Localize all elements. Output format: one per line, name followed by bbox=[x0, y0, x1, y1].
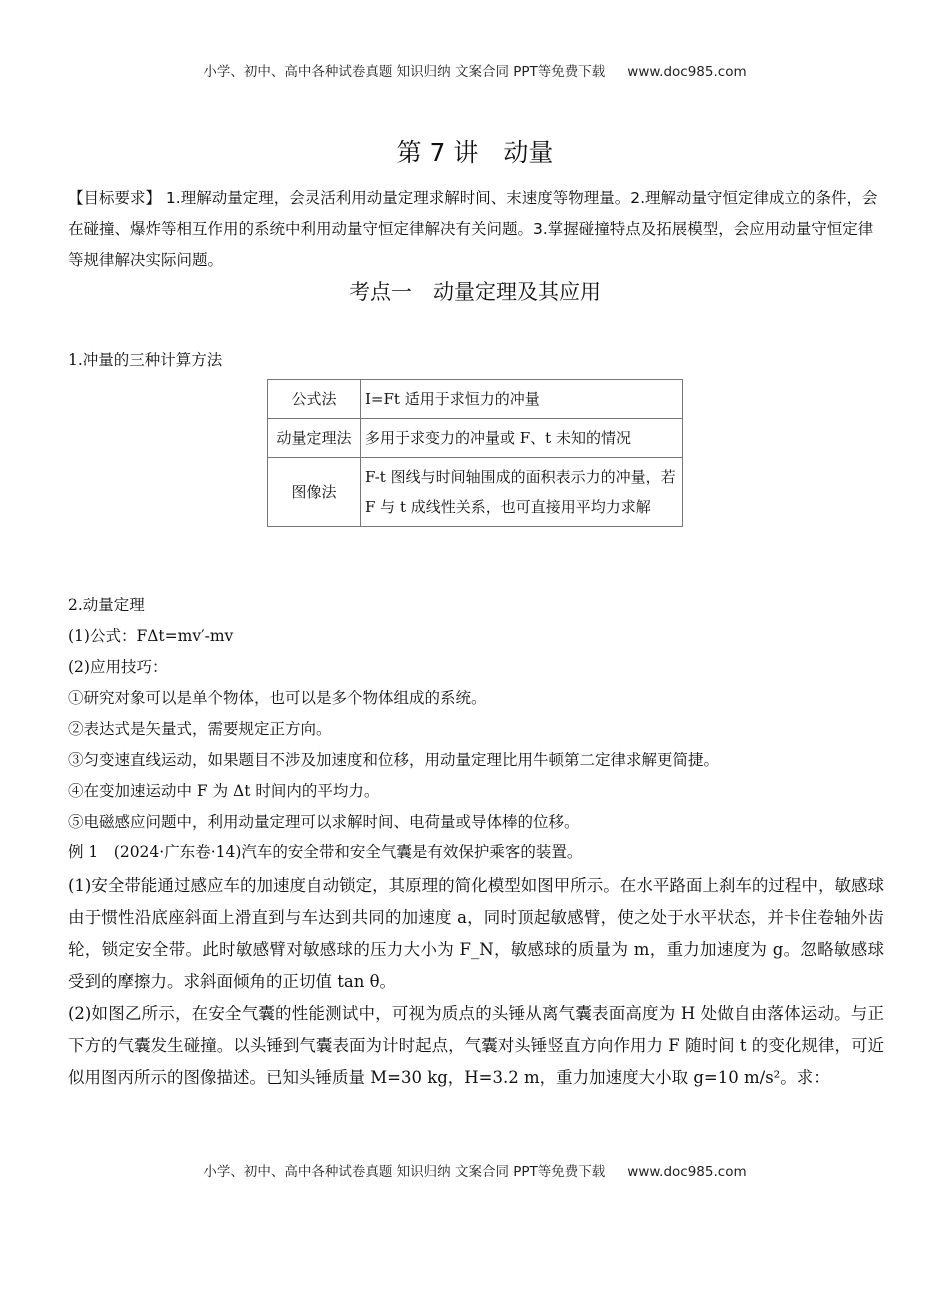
table-value: F-t 图线与时间轴围成的面积表示力的冲量，若 F 与 t 成线性关系，也可直接用平均力求解 bbox=[361, 458, 683, 527]
table-value: I=Ft 适用于求恒力的冲量 bbox=[361, 380, 683, 419]
tip-item: ③匀变速直线运动，如果题目不涉及加速度和位移，用动量定理比用牛顿第二定律求解更简捷。 bbox=[68, 751, 720, 769]
example-body bbox=[68, 870, 884, 1094]
footer-text: 小学、初中、高中各种试卷真题 知识归纳 文案合同 PPT等免费下载 bbox=[203, 1164, 606, 1180]
table-row bbox=[268, 419, 683, 458]
tip-item: ④在变加速运动中 F 为 Δt 时间内的平均力。 bbox=[68, 782, 380, 800]
page-footer bbox=[0, 1160, 950, 1180]
header-text: 小学、初中、高中各种试卷真题 知识归纳 文案合同 PPT等免费下载 bbox=[203, 64, 606, 80]
subsection-1-title: 1.冲量的三种计算方法 bbox=[68, 351, 223, 369]
table-row bbox=[268, 380, 683, 419]
formula-line: (1)公式：FΔt=mv′-mv bbox=[68, 627, 234, 645]
objectives-paragraph: 【目标要求】 1.理解动量定理，会灵活利用动量定理求解时间、末速度等物理量。2.理解动量守恒定律成立的条件，会在碰撞、爆炸等相互作用的系统中利用动量守恒定律解决有关问题。3.掌握碰撞特点及拓展模型，会应用动量守恒定律等规律解决实际问题。 bbox=[68, 189, 878, 269]
tip-item: ⑤电磁感应问题中，利用动量定理可以求解时间、电荷量或导体棒的位移。 bbox=[68, 813, 580, 831]
table-key: 公式法 bbox=[268, 380, 361, 419]
example-heading: 例 1 (2024·广东卷·14)汽车的安全带和安全气囊是有效保护乘客的装置。 bbox=[68, 843, 583, 861]
table-value: 多用于求变力的冲量或 F、t 未知的情况 bbox=[361, 419, 683, 458]
page-header bbox=[0, 60, 950, 80]
table-key: 动量定理法 bbox=[268, 419, 361, 458]
example-part-1: (1)安全带能通过感应车的加速度自动锁定，其原理的简化模型如图甲所示。在水平路面上刹车的过程中，敏感球由于惯性沿底座斜面上滑直到与车达到共同的加速度 a，同时顶起敏感臂，使之处于水平状态，并卡住卷轴外齿轮，锁定安全带。此时敏感臂对敏感球的压力大小为 F_N，敏感球的质量为 m，重力加速度为 g。忽略敏感球受到的摩擦力。求斜面倾角的正切值 tan θ。 bbox=[68, 876, 884, 991]
impulse-methods-table bbox=[267, 379, 683, 527]
table-row bbox=[268, 458, 683, 527]
tip-item: ②表达式是矢量式，需要规定正方向。 bbox=[68, 720, 332, 738]
tip-item: ①研究对象可以是单个物体，也可以是多个物体组成的系统。 bbox=[68, 689, 487, 707]
lecture-title: 第 7 讲 动量 bbox=[396, 138, 554, 167]
subsection-2-title: 2.动量定理 bbox=[68, 596, 145, 614]
footer-url[interactable]: www.doc985.com bbox=[627, 1164, 747, 1180]
skills-heading: (2)应用技巧： bbox=[68, 658, 168, 676]
section-heading: 考点一 动量定理及其应用 bbox=[349, 280, 601, 304]
example-part-2: (2)如图乙所示，在安全气囊的性能测试中，可视为质点的头锤从离气囊表面高度为 H 处做自由落体运动。与正下方的气囊发生碰撞。以头锤到气囊表面为计时起点，气囊对头锤竖直方向作用力 F 随时间 t 的变化规律，可近似用图丙所示的图像描述。已知头锤质量 M=30 kg，H=3.2 m，重力加速度大小取 g=10 m/s²。求： bbox=[68, 1004, 884, 1087]
table-key: 图像法 bbox=[268, 458, 361, 527]
header-url[interactable]: www.doc985.com bbox=[627, 64, 747, 80]
